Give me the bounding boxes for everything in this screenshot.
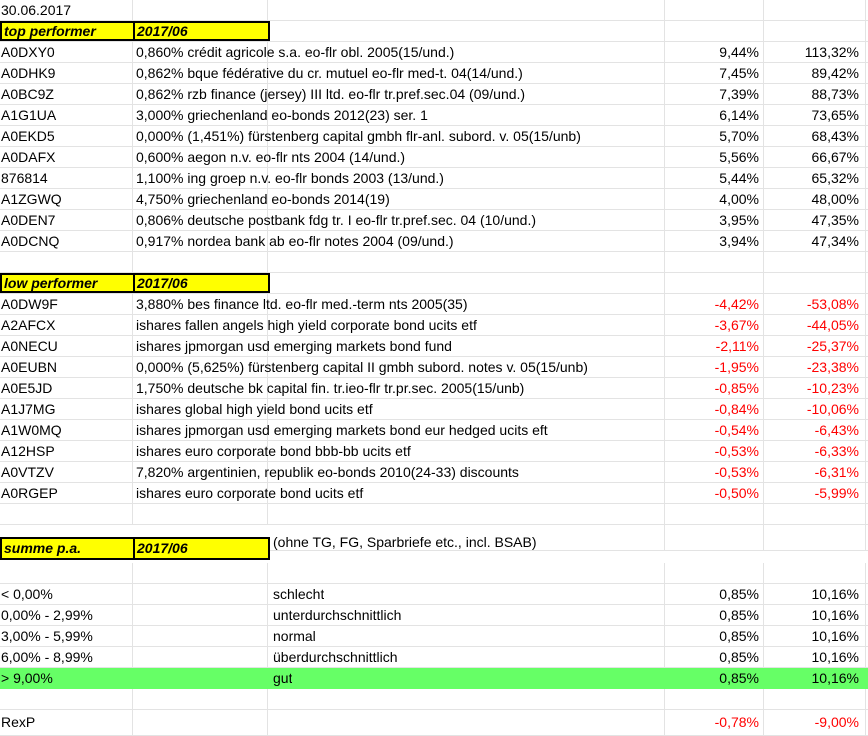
- security-name[interactable]: 0,000% (1,451%) fürstenberg capital gmbh flr-anl. subord. v. 05(15/unb): [133, 126, 268, 146]
- monthly-performance[interactable]: -0,53%: [664, 462, 764, 482]
- monthly-performance[interactable]: -0,53%: [664, 441, 764, 461]
- summe-label[interactable]: summe p.a.: [0, 537, 135, 560]
- security-name[interactable]: ishares jpmorgan usd emerging markets bond eur hedged ucits eft: [133, 420, 268, 440]
- security-id[interactable]: A12HSP: [0, 441, 133, 461]
- table-row: [0, 378, 868, 399]
- annual-performance[interactable]: 10,16%: [764, 668, 866, 688]
- range-cell[interactable]: 3,00% - 5,99%: [0, 626, 133, 646]
- security-id[interactable]: A0DW9F: [0, 294, 133, 314]
- empty-cell[interactable]: [764, 525, 866, 550]
- monthly-performance[interactable]: 5,56%: [664, 147, 764, 167]
- table-row: [0, 168, 868, 189]
- date-row: [0, 0, 868, 21]
- rating-cell[interactable]: gut: [273, 670, 293, 686]
- monthly-performance[interactable]: -0,85%: [664, 378, 764, 398]
- empty-cell[interactable]: [664, 273, 764, 293]
- range-cell[interactable]: 6,00% - 8,99%: [0, 647, 133, 667]
- summe-note[interactable]: (ohne TG, FG, Sparbriefe etc., incl. BSAB): [273, 534, 537, 550]
- monthly-performance[interactable]: 0,85%: [664, 647, 764, 667]
- table-row: [0, 84, 868, 105]
- monthly-performance[interactable]: 3,95%: [664, 210, 764, 230]
- security-name[interactable]: 7,820% argentinien, republik eo-bonds 2010(24-33) discounts: [133, 462, 268, 482]
- range-cell[interactable]: > 9,00%: [0, 668, 133, 688]
- security-name[interactable]: 0,917% nordea bank ab eo-flr notes 2004 (09/und.): [133, 231, 268, 251]
- table-row: [0, 605, 868, 626]
- security-id[interactable]: A0E5JD: [0, 378, 133, 398]
- table-row: [0, 210, 868, 231]
- security-name[interactable]: ishares jpmorgan usd emerging markets bond fund: [133, 336, 268, 356]
- annual-performance[interactable]: 10,16%: [764, 584, 866, 604]
- security-name[interactable]: 3,000% griechenland eo-bonds 2012(23) ser. 1: [133, 105, 268, 125]
- monthly-performance[interactable]: 9,44%: [664, 42, 764, 62]
- monthly-performance[interactable]: 6,14%: [664, 105, 764, 125]
- table-row: [0, 147, 868, 168]
- rexp-row: [0, 710, 868, 736]
- security-id[interactable]: 876814: [0, 168, 133, 188]
- security-name[interactable]: 1,750% deutsche bk capital fin. tr.ieo-flr tr.pr.sec. 2005(15/unb): [133, 378, 268, 398]
- empty-cell[interactable]: [664, 21, 764, 41]
- empty-cell[interactable]: [133, 647, 268, 667]
- annual-performance[interactable]: 88,73%: [764, 84, 866, 104]
- table-row: [0, 399, 868, 420]
- security-id[interactable]: A0VTZV: [0, 462, 133, 482]
- range-cell[interactable]: 0,00% - 2,99%: [0, 605, 133, 625]
- table-row: [0, 42, 868, 63]
- security-id[interactable]: A0RGEP: [0, 483, 133, 503]
- security-name[interactable]: ishares euro corporate bond ucits etf: [133, 483, 268, 503]
- monthly-performance[interactable]: 0,85%: [664, 626, 764, 646]
- empty-cell[interactable]: [764, 21, 866, 41]
- table-row: [0, 126, 868, 147]
- security-id[interactable]: A0DAFX: [0, 147, 133, 167]
- empty-cell[interactable]: [133, 710, 268, 735]
- security-name[interactable]: 1,100% ing groep n.v. eo-flr bonds 2003 (13/und.): [133, 168, 268, 188]
- security-id[interactable]: A1J7MG: [0, 399, 133, 419]
- empty-cell[interactable]: [133, 689, 268, 709]
- monthly-performance[interactable]: 0,85%: [664, 584, 764, 604]
- annual-performance[interactable]: -53,08%: [764, 294, 866, 314]
- table-row: [0, 357, 868, 378]
- empty-cell[interactable]: [664, 0, 764, 20]
- annual-performance[interactable]: -5,99%: [764, 483, 866, 503]
- security-name[interactable]: 4,750% griechenland eo-bonds 2014(19): [133, 189, 268, 209]
- monthly-performance[interactable]: 0,85%: [664, 605, 764, 625]
- table-row: [0, 294, 868, 315]
- annual-performance[interactable]: 47,35%: [764, 210, 866, 230]
- security-id[interactable]: A1G1UA: [0, 105, 133, 125]
- empty-cell[interactable]: [764, 273, 866, 293]
- monthly-performance[interactable]: -0,54%: [664, 420, 764, 440]
- low-performer-header-row: [0, 273, 868, 294]
- security-name[interactable]: 3,880% bes finance ltd. eo-flr med.-term nts 2005(35): [133, 294, 268, 314]
- table-row: [0, 231, 868, 252]
- table-row: [0, 189, 868, 210]
- security-id[interactable]: A0EKD5: [0, 126, 133, 146]
- top-performer-period[interactable]: 2017/06: [133, 21, 270, 41]
- empty-cell[interactable]: [0, 689, 133, 709]
- annual-performance[interactable]: -6,33%: [764, 441, 866, 461]
- table-row: [0, 647, 868, 668]
- annual-performance[interactable]: -44,05%: [764, 315, 866, 335]
- empty-cell[interactable]: [133, 584, 268, 604]
- annual-performance[interactable]: -25,37%: [764, 336, 866, 356]
- monthly-performance[interactable]: 7,45%: [664, 63, 764, 83]
- empty-cell[interactable]: [133, 626, 268, 646]
- monthly-performance[interactable]: -0,84%: [664, 399, 764, 419]
- table-row: [0, 441, 868, 462]
- security-name[interactable]: ishares fallen angels high yield corporate bond ucits etf: [133, 315, 268, 335]
- monthly-performance[interactable]: -4,42%: [664, 294, 764, 314]
- monthly-performance[interactable]: -0,50%: [664, 483, 764, 503]
- rexp-annual[interactable]: -9,00%: [764, 710, 866, 735]
- empty-cell[interactable]: [133, 668, 268, 688]
- security-name[interactable]: 0,806% deutsche postbank fdg tr. I eo-flr tr.pref.sec. 04 (10/und.): [133, 210, 268, 230]
- table-row-highlighted: [0, 668, 868, 689]
- empty-cell[interactable]: [764, 563, 866, 583]
- empty-row: [0, 689, 868, 710]
- monthly-performance[interactable]: 0,85%: [664, 668, 764, 688]
- empty-row: [0, 252, 868, 273]
- security-id[interactable]: A0NECU: [0, 336, 133, 356]
- rating-cell[interactable]: überdurchschnittlich: [273, 649, 398, 665]
- low-performer-period[interactable]: 2017/06: [133, 273, 270, 293]
- empty-cell[interactable]: [133, 563, 268, 583]
- annual-performance[interactable]: 73,65%: [764, 105, 866, 125]
- annual-performance[interactable]: 113,32%: [764, 42, 866, 62]
- empty-cell[interactable]: [664, 689, 764, 709]
- annual-performance[interactable]: 10,16%: [764, 647, 866, 667]
- monthly-performance[interactable]: 3,94%: [664, 231, 764, 251]
- table-row: [0, 584, 868, 605]
- annual-performance[interactable]: -6,31%: [764, 462, 866, 482]
- empty-cell[interactable]: [133, 605, 268, 625]
- monthly-performance[interactable]: 4,00%: [664, 189, 764, 209]
- table-row: [0, 483, 868, 504]
- empty-cell[interactable]: [133, 504, 268, 524]
- rexp-label[interactable]: RexP: [0, 710, 133, 735]
- annual-performance[interactable]: 68,43%: [764, 126, 866, 146]
- annual-performance[interactable]: 47,34%: [764, 231, 866, 251]
- empty-cell[interactable]: [664, 504, 764, 524]
- rating-cell[interactable]: normal: [273, 628, 316, 644]
- security-name[interactable]: 0,600% aegon n.v. eo-flr nts 2004 (14/und.): [133, 147, 268, 167]
- security-name[interactable]: 0,862% bque fédérative du cr. mutuel eo-flr med-t. 04(14/und.): [133, 63, 268, 83]
- table-row: [0, 315, 868, 336]
- security-id[interactable]: A0DHK9: [0, 63, 133, 83]
- security-id[interactable]: A2AFCX: [0, 315, 133, 335]
- security-id[interactable]: A1W0MQ: [0, 420, 133, 440]
- empty-cell[interactable]: [764, 504, 866, 524]
- annual-performance[interactable]: 65,32%: [764, 168, 866, 188]
- security-name[interactable]: 0,862% rzb finance (jersey) III ltd. eo-flr tr.pref.sec.04 (09/und.): [133, 84, 268, 104]
- range-cell[interactable]: < 0,00%: [0, 584, 133, 604]
- top-performer-header-row: [0, 21, 868, 42]
- top-performer-label[interactable]: top performer: [0, 21, 135, 41]
- empty-row: [0, 504, 868, 525]
- monthly-performance[interactable]: 7,39%: [664, 84, 764, 104]
- empty-cell[interactable]: [764, 252, 866, 272]
- monthly-performance[interactable]: -1,95%: [664, 357, 764, 377]
- empty-cell[interactable]: [0, 252, 133, 272]
- table-row: [0, 462, 868, 483]
- annual-performance[interactable]: 10,16%: [764, 605, 866, 625]
- table-row: [0, 63, 868, 84]
- monthly-performance[interactable]: 5,44%: [664, 168, 764, 188]
- empty-cell[interactable]: [764, 689, 866, 709]
- annual-performance[interactable]: 66,67%: [764, 147, 866, 167]
- security-name[interactable]: ishares euro corporate bond bbb-bb ucits etf: [133, 441, 268, 461]
- table-row: [0, 626, 868, 647]
- annual-performance[interactable]: -10,23%: [764, 378, 866, 398]
- monthly-performance[interactable]: -3,67%: [664, 315, 764, 335]
- security-id[interactable]: A0EUBN: [0, 357, 133, 377]
- annual-performance[interactable]: 89,42%: [764, 63, 866, 83]
- annual-performance[interactable]: -10,06%: [764, 399, 866, 419]
- table-row: [0, 336, 868, 357]
- security-id[interactable]: A0DCNQ: [0, 231, 133, 251]
- rating-cell[interactable]: unterdurchschnittlich: [273, 607, 402, 623]
- security-name[interactable]: 0,860% crédit agricole s.a. eo-flr obl. 2005(15/und.): [133, 42, 268, 62]
- empty-cell[interactable]: [0, 504, 133, 524]
- summe-period[interactable]: 2017/06: [133, 537, 270, 560]
- security-id[interactable]: A0DEN7: [0, 210, 133, 230]
- empty-cell[interactable]: [133, 252, 268, 272]
- empty-row: [0, 563, 868, 584]
- empty-cell[interactable]: [664, 252, 764, 272]
- security-id[interactable]: A0DXY0: [0, 42, 133, 62]
- annual-performance[interactable]: -23,38%: [764, 357, 866, 377]
- rating-cell[interactable]: schlecht: [273, 586, 325, 602]
- empty-cell[interactable]: [664, 563, 764, 583]
- table-row: [0, 420, 868, 441]
- empty-cell[interactable]: [0, 563, 133, 583]
- empty-cell[interactable]: [764, 0, 866, 20]
- low-performer-label[interactable]: low performer: [0, 273, 135, 293]
- security-id[interactable]: A0BC9Z: [0, 84, 133, 104]
- date-cell[interactable]: 30.06.2017: [0, 0, 133, 20]
- rexp-monthly[interactable]: -0,78%: [664, 710, 764, 735]
- empty-cell[interactable]: [133, 0, 268, 20]
- security-name[interactable]: ishares global high yield bond ucits etf: [133, 399, 268, 419]
- monthly-performance[interactable]: -2,11%: [664, 336, 764, 356]
- table-row: [0, 105, 868, 126]
- monthly-performance[interactable]: 5,70%: [664, 126, 764, 146]
- summe-header-row: [0, 525, 868, 556]
- annual-performance[interactable]: 48,00%: [764, 189, 866, 209]
- empty-cell[interactable]: [664, 525, 764, 550]
- security-name[interactable]: 0,000% (5,625%) fürstenberg capital II gmbh subord. notes v. 05(15/unb): [133, 357, 268, 377]
- security-id[interactable]: A1ZGWQ: [0, 189, 133, 209]
- annual-performance[interactable]: -6,43%: [764, 420, 866, 440]
- annual-performance[interactable]: 10,16%: [764, 626, 866, 646]
